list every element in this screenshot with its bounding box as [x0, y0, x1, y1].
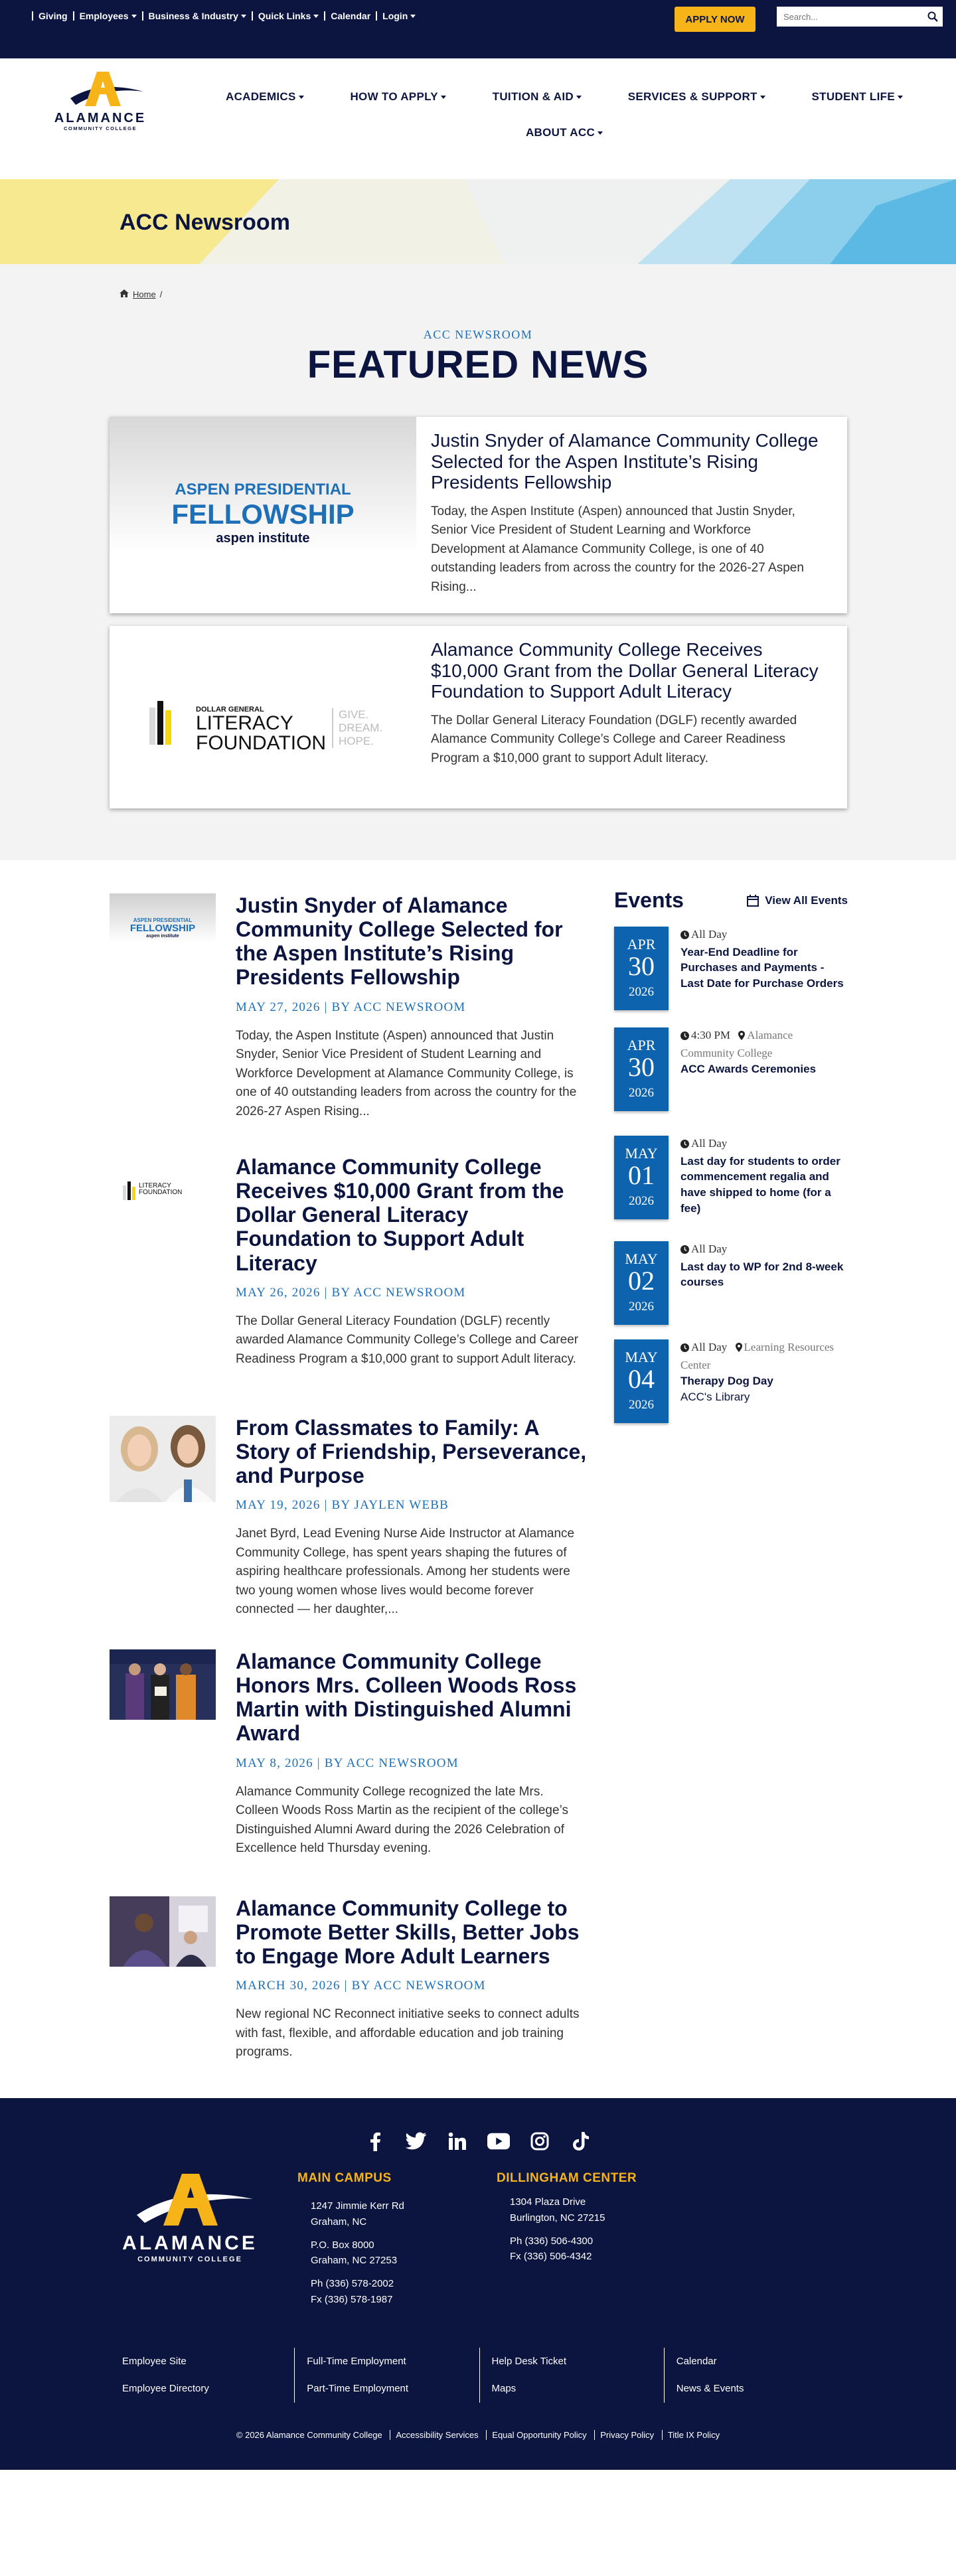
map-pin-icon [736, 1341, 742, 1357]
featured-card[interactable] [110, 417, 847, 613]
featured-card-excerpt: Today, the Aspen Institute (Aspen) announced that Justin Snyder, Senior Vice President of Student Learning and Workforce Development at Alamance Community College, is one of 40 outstanding leaders from across the country for the 2026-27 Aspen Rising... [431, 504, 804, 594]
main-campus-info [297, 2168, 404, 2307]
calendar-icon [746, 894, 759, 907]
featured-card-title[interactable]: Alamance Community College Receives $10,000 Grant from the Dollar General Literacy Foundation to Support Adult Literacy [431, 639, 819, 702]
news-excerpt: The Dollar General Literacy Foundation (DGLF) recently awarded Alamance Community College’s College and Career Readiness Program a $10,000 grant to support Adult literacy. [236, 1314, 579, 1366]
breadcrumb-home-link[interactable]: Home [133, 289, 156, 299]
news-meta: MARCH 30, 2026 | BY ACC NEWSROOM [236, 1979, 486, 1993]
event-time: All Day [691, 1137, 728, 1150]
event-time: All Day [691, 1341, 728, 1353]
main-campus-fax: Fx (336) 578-1987 [311, 2293, 393, 2305]
thumb-dglf-line2: LITERACY [139, 1182, 171, 1189]
event-item[interactable] [614, 1241, 848, 1334]
event-time: All Day [691, 1243, 728, 1255]
event-title[interactable]: Last day to WP for 2nd 8-week courses [680, 1260, 844, 1289]
search-icon[interactable] [923, 7, 943, 27]
dglf-tag2: DREAM. [339, 721, 383, 734]
aspen-logo-line1: ASPEN PRESIDENTIAL [175, 481, 351, 498]
facebook-icon[interactable] [364, 2130, 386, 2153]
clock-icon [680, 1137, 689, 1154]
thumb-aspen-line2: FELLOWSHIP [129, 923, 196, 934]
utility-link-employees[interactable]: Employees [73, 11, 142, 21]
event-title[interactable]: ACC Awards Ceremonies [680, 1063, 817, 1076]
news-excerpt: Alamance Community College recognized the late Mrs. Colleen Woods Ross Martin as the recipient of the college’s Distinguished Alumni Award during the 2026 Celebration of Excellence held Thursday evening. [236, 1784, 568, 1856]
nav-tuition-aid[interactable]: TUITION & AID [493, 90, 582, 104]
college-logo[interactable] [44, 66, 157, 139]
aspen-logo-line2: FELLOWSHIP [171, 498, 355, 530]
news-thumbnail-portraits[interactable] [110, 1416, 216, 1502]
footer-link-employee-site[interactable]: Employee Site [122, 2356, 187, 2367]
instagram-icon[interactable] [528, 2130, 551, 2153]
tiktok-icon[interactable] [570, 2130, 592, 2153]
nav-about-acc[interactable]: ABOUT ACC [526, 126, 603, 139]
footer-link-news-events[interactable]: News & Events [676, 2383, 744, 2395]
news-excerpt: Today, the Aspen Institute (Aspen) announced that Justin Snyder, Senior Vice President of Student Learning and Workforce Development at Alamance Community College, is one of 40 outstanding leaders from across the country for the 2026-27 Aspen Rising... [236, 1028, 577, 1118]
event-month: MAY [625, 1145, 658, 1162]
event-item[interactable] [614, 1339, 848, 1432]
clock-icon [680, 1029, 689, 1045]
event-time: 4:30 PM [691, 1029, 731, 1041]
dglf-line2: LITERACY [196, 712, 293, 734]
event-day: 02 [628, 1266, 655, 1296]
logo-wordmark: ALAMANCE [54, 111, 147, 125]
event-title[interactable]: Year-End Deadline for Purchases and Payments - Last Date for Purchase Orders [680, 945, 844, 990]
event-year: 2026 [629, 1300, 654, 1314]
featured-card-excerpt: The Dollar General Literacy Foundation (DGLF) recently awarded Alamance Community College’s College and Career Readiness Program a $10,000 grant to support Adult literacy. [431, 713, 797, 765]
event-title[interactable]: Last day for students to order commencement regalia and have shipped to home (for a fee) [680, 1154, 840, 1215]
news-events-section [0, 860, 956, 2098]
utility-link-login[interactable]: Login [376, 11, 421, 21]
footer-link-help-desk[interactable]: Help Desk Ticket [491, 2356, 567, 2367]
events-title: Events [614, 888, 684, 912]
event-date-badge [614, 1241, 669, 1325]
featured-card-image-dglf [110, 626, 416, 808]
dglf-tag1: GIVE. [339, 708, 369, 721]
view-all-events-label: View All Events [765, 893, 848, 907]
event-year: 2026 [629, 1086, 654, 1100]
dglf-tag3: HOPE. [339, 735, 374, 747]
page-hero [0, 179, 956, 264]
dglf-line1: DOLLAR GENERAL [196, 706, 264, 714]
clock-icon [680, 1341, 689, 1357]
news-meta: MAY 26, 2026 | BY ACC NEWSROOM [236, 1285, 466, 1300]
award-photo [110, 1649, 216, 1720]
event-item[interactable] [614, 927, 848, 1020]
event-day: 30 [628, 1052, 655, 1082]
news-item [110, 893, 588, 1132]
main-campus-title: MAIN CAMPUS [297, 2171, 392, 2185]
event-location-detail: ACC's Library [680, 1391, 750, 1404]
breadcrumb-separator: / [159, 289, 163, 299]
footer-link-columns [110, 2348, 848, 2403]
footer-link-full-time[interactable]: Full-Time Employment [307, 2356, 406, 2367]
page-title: ACC Newsroom [120, 210, 290, 235]
main-campus-address2: Graham, NC [311, 2216, 367, 2228]
footer-logo[interactable] [110, 2164, 270, 2271]
utility-bar [0, 0, 956, 58]
social-links [0, 2130, 956, 2153]
news-thumbnail-learners[interactable] [110, 1896, 216, 1967]
news-title[interactable]: Alamance Community College to Promote Better Skills, Better Jobs to Engage More Adult Learners [236, 1896, 580, 1969]
footer-logo-wordmark: ALAMANCE [122, 2232, 258, 2254]
thumb-aspen-line1: ASPEN PRESIDENTIAL [133, 917, 193, 923]
clock-icon [680, 1243, 689, 1259]
site-footer [0, 2098, 956, 2470]
footer-link-maps[interactable]: Maps [491, 2383, 517, 2395]
featured-card[interactable] [110, 626, 847, 808]
footer-link-calendar[interactable]: Calendar [676, 2356, 717, 2367]
footer-link-accessibility[interactable]: Accessibility Services [390, 2430, 483, 2440]
dillingham-address1: 1304 Plaza Drive [510, 2196, 586, 2208]
news-excerpt: New regional NC Reconnect initiative seeks to connect adults with fast, flexible, and affordable education and job training programs. [236, 2007, 580, 2060]
nav-academics[interactable]: ACADEMICS [226, 90, 304, 104]
main-nav [199, 90, 929, 139]
aspen-logo-line3: aspen institute [216, 531, 310, 546]
event-item[interactable] [614, 1136, 848, 1242]
dglf-line3: FOUNDATION [196, 732, 327, 754]
view-all-events-link[interactable] [746, 894, 848, 907]
event-time: All Day [691, 928, 728, 941]
main-campus-po1: P.O. Box 8000 [311, 2239, 374, 2251]
nav-services-support[interactable]: SERVICES & SUPPORT [628, 90, 765, 104]
dillingham-address2: Burlington, NC 27215 [510, 2212, 605, 2224]
utility-link-business[interactable]: Business & Industry [142, 11, 252, 21]
footer-link-equal-opportunity[interactable]: Equal Opportunity Policy [486, 2430, 592, 2440]
event-month: MAY [625, 1250, 658, 1267]
event-date-badge [614, 1136, 669, 1219]
news-item [110, 1649, 588, 1888]
clock-icon [680, 928, 689, 945]
event-year: 2026 [629, 1398, 654, 1412]
news-item [110, 1416, 588, 1655]
event-day: 01 [628, 1160, 655, 1190]
footer-link-employee-directory[interactable]: Employee Directory [122, 2383, 209, 2395]
news-thumbnail[interactable] [110, 893, 216, 964]
event-day: 30 [628, 951, 655, 981]
dillingham-center-info [497, 2168, 637, 2264]
event-month: APR [627, 1037, 656, 1053]
event-day: 04 [628, 1364, 655, 1394]
event-date-badge [614, 927, 669, 1010]
youtube-icon[interactable] [487, 2130, 510, 2153]
utility-links [32, 11, 421, 21]
footer-legal [0, 2430, 956, 2440]
main-campus-phone[interactable]: Ph (336) 578-2002 [311, 2278, 394, 2290]
news-excerpt: Janet Byrd, Lead Evening Nurse Aide Instructor at Alamance Community College, has spent years shaping the futures of aspiring healthcare professionals. Among her students were two young women whose lives would become forever connected — her daughter,... [236, 1527, 575, 1617]
utility-link-calendar[interactable]: Calendar [324, 11, 376, 21]
event-month: APR [627, 936, 656, 952]
utility-link-quick-links[interactable]: Quick Links [252, 11, 324, 21]
footer-link-privacy[interactable]: Privacy Policy [594, 2430, 659, 2440]
main-header [0, 58, 956, 179]
main-campus-po2: Graham, NC 27253 [311, 2255, 398, 2267]
event-date-badge [614, 1339, 669, 1423]
news-thumbnail-award[interactable] [110, 1649, 216, 1720]
events-header [614, 888, 848, 913]
featured-section [0, 264, 956, 860]
search-input[interactable] [777, 7, 923, 27]
breadcrumb [120, 289, 162, 299]
news-title[interactable]: Alamance Community College Honors Mrs. Colleen Woods Ross Martin with Distinguished Alumni Award [236, 1649, 577, 1746]
event-year: 2026 [629, 1194, 654, 1208]
news-meta: MAY 19, 2026 | BY JAYLEN WEBB [236, 1498, 449, 1513]
linkedin-icon[interactable] [446, 2130, 469, 2153]
event-month: MAY [625, 1349, 658, 1365]
nav-student-life[interactable]: STUDENT LIFE [812, 90, 903, 104]
featured-card-image-aspen [110, 417, 416, 613]
news-item [110, 1155, 588, 1394]
footer-link-title-ix[interactable]: Title IX Policy [662, 2430, 725, 2440]
event-location: Alamance Community College [680, 1029, 793, 1059]
featured-card-title[interactable]: Justin Snyder of Alamance Community College Selected for the Aspen Institute’s Rising Presidents Fellowship [431, 430, 819, 493]
footer-logo-subtitle: COMMUNITY COLLEGE [137, 2255, 242, 2263]
event-date-badge [614, 1027, 669, 1111]
dillingham-phone[interactable]: Ph (336) 506-4300 [510, 2235, 594, 2247]
copyright-text: © 2026 Alamance Community College [236, 2430, 382, 2440]
portrait-image [110, 1416, 216, 1502]
news-title[interactable]: From Classmates to Family: A Story of Friendship, Perseverance, and Purpose [236, 1416, 587, 1488]
dillingham-title: DILLINGHAM CENTER [497, 2171, 637, 2185]
thumb-dglf-line3: FOUNDATION [139, 1189, 183, 1196]
event-title[interactable]: Therapy Dog Day [680, 1375, 773, 1388]
dillingham-fax: Fx (336) 506-4342 [510, 2251, 592, 2263]
event-item[interactable] [614, 1027, 848, 1120]
featured-heading: FEATURED NEWS [307, 343, 649, 386]
news-title[interactable]: Alamance Community College Receives $10,000 Grant from the Dollar General Literacy Foundation to Support Adult Literacy [236, 1155, 564, 1275]
learners-photo [110, 1896, 216, 1967]
thumb-aspen-line3: aspen institute [146, 934, 179, 939]
main-campus-address1: 1247 Jimmie Kerr Rd [311, 2200, 404, 2212]
apply-now-button[interactable]: APPLY NOW [675, 7, 756, 32]
news-thumbnail[interactable] [110, 1155, 216, 1225]
utility-link-giving[interactable]: Giving [32, 11, 73, 21]
news-item [110, 1896, 588, 2109]
featured-eyebrow: ACC NEWSROOM [423, 328, 533, 341]
news-title[interactable]: Justin Snyder of Alamance Community College Selected for the Aspen Institute’s Rising Presidents Fellowship [236, 893, 563, 990]
logo-subtitle: COMMUNITY COLLEGE [64, 125, 137, 131]
twitter-icon[interactable] [405, 2130, 428, 2153]
footer-link-part-time[interactable]: Part-Time Employment [307, 2383, 409, 2395]
search-box [777, 7, 943, 27]
news-meta: MAY 27, 2026 | BY ACC NEWSROOM [236, 1000, 466, 1014]
map-pin-icon [738, 1029, 745, 1045]
event-location: Learning Resources Center [680, 1341, 835, 1371]
news-meta: MAY 8, 2026 | BY ACC NEWSROOM [236, 1756, 459, 1770]
nav-how-to-apply[interactable]: HOW TO APPLY [350, 90, 445, 104]
event-year: 2026 [629, 985, 654, 999]
home-icon [120, 289, 129, 299]
